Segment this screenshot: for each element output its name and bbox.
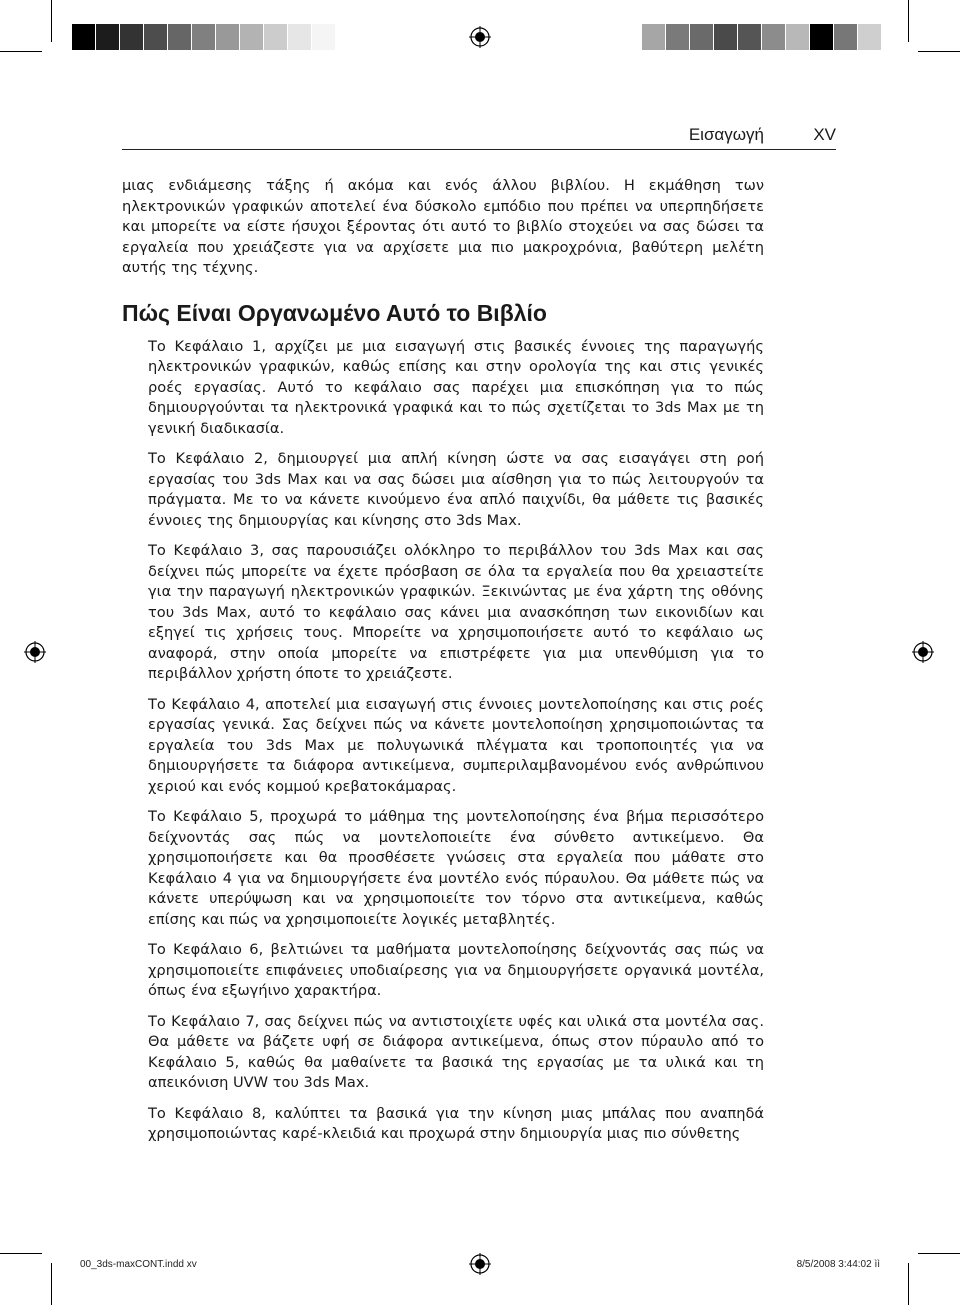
intro-paragraph: μιας ενδιάμεσης τάξης ή ακόμα και ενός άλλου βιβλίου. Η εκμάθηση των ηλεκτρονικών γραφικών αποτελεί ένα δύσκολο εμπόδιο που πρέπει να υπερπηδήσετε και μπορείτε να είστε ήσυχοι ξέροντας ότι αυτό το βιβλίο στοχεύει να σας δώσει τα εργαλεία που χρειάζεστε για να αρχίσετε μια πιο μακροχρόνια, βαθύτερη μελέτη αυτής της τέχνης. [122,177,764,276]
color-swatch [714,24,738,50]
running-head [122,123,836,150]
color-swatch [336,24,360,50]
color-swatch [144,24,168,50]
section-heading: Πώς Είναι Οργανωμένο Αυτό το Βιβλίο [122,299,547,326]
registration-mark-icon [24,641,46,663]
chapter-3-paragraph: Το Κεφάλαιο 3, σας παρουσιάζει ολόκληρο το περιβάλλον του 3ds Max και σας δείχνει πώς μπορείτε να έχετε πρόσβαση σε όλα τα εργαλεία που θα χρειαστείτε για την παραγωγή ηλεκτρονικών γραφικών. Ξεκινώντας με ένα χάρτη της οθόνης του 3ds Max, αυτό το κεφάλαιο σας κάνει μια ανασκόπηση των εικονιδίων και εξηγεί τις χρήσεις τους. Μπορείτε να χρησιμοποιήσετε αυτό το κεφάλαιο ως αναφορά, στην οποία μπορείτε να επιστρέφετε για μια υπενθύμιση για το περιβάλλον χρήστη όποτε το χρειάζεστε. [148,542,764,682]
section-title: Εισαγωγή [688,125,764,144]
crop-mark [51,0,52,42]
color-swatch [264,24,288,50]
crop-mark [51,1263,52,1305]
print-slug [80,1259,880,1273]
color-swatch [120,24,144,50]
page-body [122,176,764,1155]
color-swatch [192,24,216,50]
crop-mark [918,51,960,52]
page-number: XV [813,125,836,144]
crop-mark [0,51,42,52]
chapter-1-paragraph: Το Κεφάλαιο 1, αρχίζει με μια εισαγωγή στις βασικές έννοιες της παραγωγής ηλεκτρονικών γραφικών, καθώς επίσης και στην ορολογία της και στις γενικές ροές εργασίας. Αυτό το κεφάλαιο σας παρέχει μια επισκόπηση για το πώς δημιουργούνται τα ηλεκτρονικά γραφικά και το πώς σχετίζεται το 3ds Max με τη γενική διαδικασία. [148,337,764,437]
color-swatch [642,24,666,50]
chapter-2-paragraph: Το Κεφάλαιο 2, δημιουργεί μια απλή κίνηση ώστε να σας εισαγάγει στη ροή εργασίας του 3ds Max και να σας δώσει μια αίσθηση για το πώς λειτουργούν τα πράγματα. Με το να κάνετε κινούμενο ένα απλό παιχνίδι, θα μάθετε τις βασικές έννοιες της δημιουργίας και κίνησης στο 3ds Max. [148,450,764,529]
color-swatch [72,24,96,50]
color-swatch [618,24,642,50]
chapter-4-paragraph: Το Κεφάλαιο 4, αποτελεί μια εισαγωγή στις έννοιες μοντελοποίησης και στις ροές εργασίας γενικά. Σας δείχνει πώς να κάνετε μοντελοποίηση χρησιμοποιώντας τα εργαλεία του 3ds Max με πολυγωνικά πλέγματα και τροποποιητές για να δημιουργήσετε τα διάφορα αντικείμενα, συμπεριλαμβανομένου ενός ανθρώπινου χεριού και ενός κομμού κρεβατοκάμαρας. [148,695,764,795]
color-swatch [762,24,786,50]
slug-filename: 00_3ds-maxCONT.indd xv [80,1259,197,1270]
color-swatch [786,24,810,50]
crop-mark [0,1253,42,1254]
registration-mark-icon [469,26,491,48]
color-calibration-bar-right [618,24,882,50]
color-swatch [810,24,834,50]
crop-mark [908,1263,909,1305]
chapter-6-paragraph: Το Κεφάλαιο 6, βελτιώνει τα μαθήματα μοντελοποίησης δείχνοντάς σας πώς να χρησιμοποιείτε επιφάνειες υποδιαίρεσης για να δημιουργήσετε οργανικά μοντέλα, όπως ένα εξωγήινο χαρακτήρα. [148,941,764,999]
chapter-8-paragraph: Το Κεφάλαιο 8, καλύπτει τα βασικά για την κίνηση μιας μπάλας που αναπηδά χρησιμοποιώντας καρέ-κλειδιά και προχωρά στην δημιουργία μιας πιο σύνθετης [148,1104,764,1142]
registration-mark-icon [912,641,934,663]
slug-timestamp: 8/5/2008 3:44:02 ìì [796,1259,880,1270]
color-swatch [858,24,882,50]
color-swatch [666,24,690,50]
color-swatch [288,24,312,50]
color-swatch [168,24,192,50]
color-swatch [738,24,762,50]
chapter-7-paragraph: Το Κεφάλαιο 7, σας δείχνει πώς να αντιστοιχίετε υφές και υλικά στα μοντέλα σας. Θα μάθετε να βάζετε υφή σε διάφορα αντικείμενα, όπως στον πύραυλο από το Κεφάλαιο 5, καθώς θα μαθαίνετε τα βασικά της εργασίας με τα υλικά και τη απεικόνιση UVW του 3ds Max. [148,1012,764,1091]
crop-mark [908,0,909,42]
color-calibration-bar-left [72,24,360,50]
crop-mark [918,1253,960,1254]
color-swatch [690,24,714,50]
chapter-5-paragraph: Το Κεφάλαιο 5, προχωρά το μάθημα της μοντελοποίησης ένα βήμα περισσότερο δείχνοντάς σας πώς να μοντελοποιείτε ένα σύνθετο αντικείμενο. Θα χρησιμοποιήσετε και θα προσθέσετε γνώσεις στα εργαλεία που μάθατε στο Κεφάλαιο 4 για να δημιουργήσετε ένα μοντέλο ενός πύραυλου. Θα μάθετε πώς να κάνετε υπερύψωση και να χρησιμοποιείτε τον τόρνο στα αντικείμενα, καθώς επίσης και πώς να χρησιμοποιείτε λογικές μεταβλητές. [148,808,764,928]
color-swatch [834,24,858,50]
color-swatch [216,24,240,50]
color-swatch [96,24,120,50]
color-swatch [312,24,336,50]
color-swatch [240,24,264,50]
